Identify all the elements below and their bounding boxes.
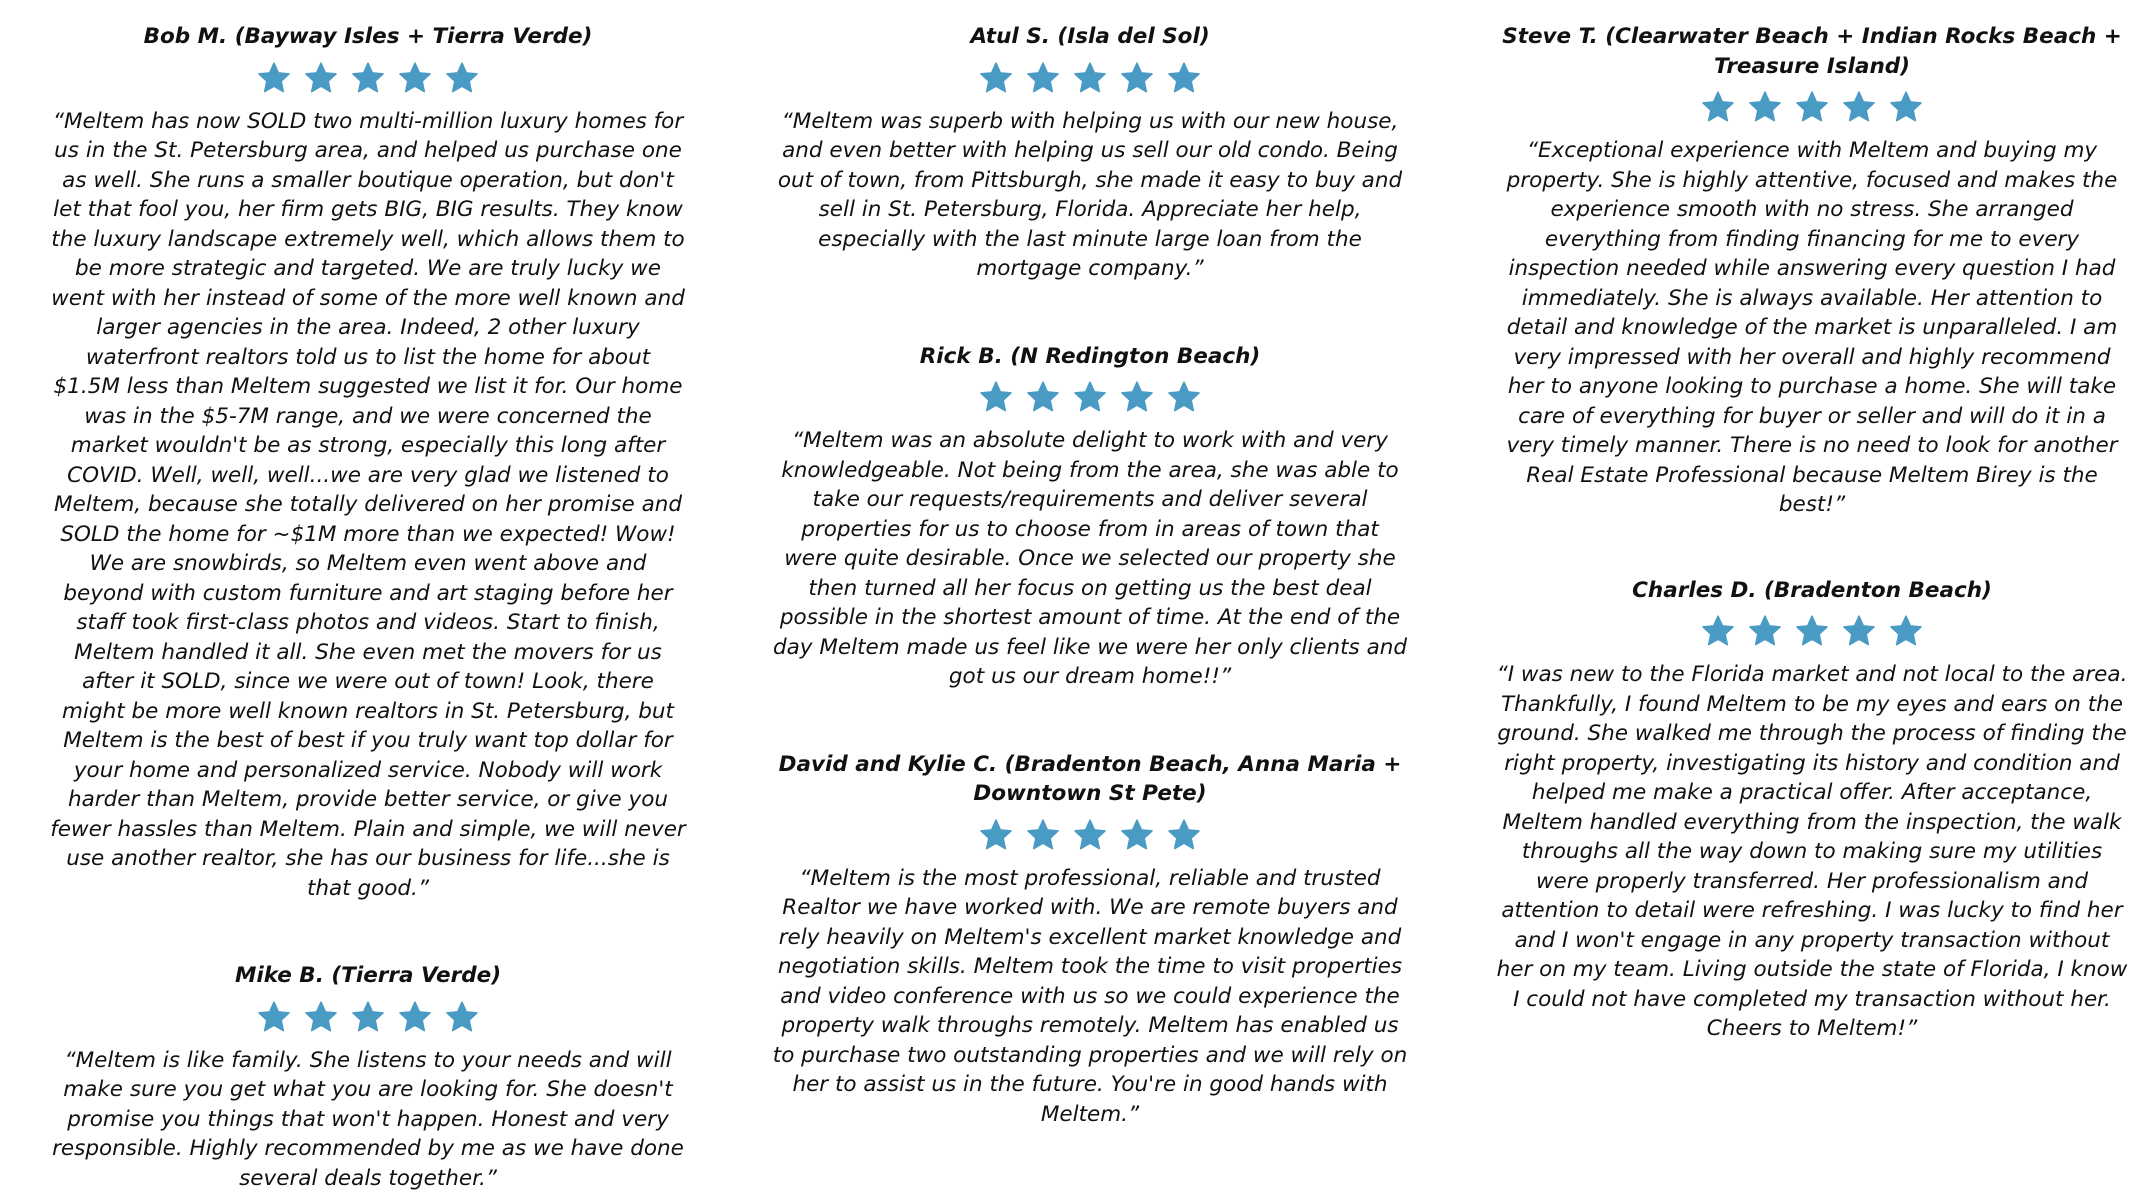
star-rating xyxy=(770,818,1410,852)
star-icon xyxy=(1748,90,1782,124)
reviewer-name: Rick B. (N Redington Beach) xyxy=(770,342,1410,372)
star-icon xyxy=(1167,818,1201,852)
star-icon xyxy=(1167,61,1201,95)
review-card xyxy=(770,342,1410,692)
reviewer-name: David and Kylie C. (Bradenton Beach, Anna Maria + Downtown St Pete) xyxy=(770,750,1410,809)
review-card xyxy=(48,22,688,903)
star-icon xyxy=(1842,614,1876,648)
star-icon xyxy=(257,61,291,95)
review-text: “Exceptional experience with Meltem and buying my property. She is highly attentive, focused and makes the experience smooth with no stress. She arranged everything from finding financing for me to every inspection needed while answering every question I had immediately. She is always available. Her attention to detail and knowledge of the market is unparalleled. I am very impressed with her overall and highly recommend her to anyone looking to purchase a home. She will take care of everything for buyer or seller and will do it in a very timely manner. There is no need to look for another Real Estate Professional because Meltem Birey is the best!” xyxy=(1492,136,2132,520)
star-rating xyxy=(770,380,1410,414)
reviewer-name: Mike B. (Tierra Verde) xyxy=(48,961,688,991)
star-icon xyxy=(398,1000,432,1034)
star-icon xyxy=(1748,614,1782,648)
star-icon xyxy=(1795,90,1829,124)
review-card xyxy=(770,22,1410,284)
reviewer-name: Charles D. (Bradenton Beach) xyxy=(1492,576,2132,606)
review-text: “Meltem is like family. She listens to your needs and will make sure you get what you are looking for. She doesn't promise you things that won't happen. Honest and very responsible. Highly recommended by me as we have done several deals together.” xyxy=(48,1046,688,1193)
testimonial-column-2 xyxy=(770,22,1410,1129)
star-icon xyxy=(445,61,479,95)
star-icon xyxy=(304,61,338,95)
testimonial-column-3 xyxy=(1492,22,2132,1044)
star-icon xyxy=(1795,614,1829,648)
review-text: “Meltem has now SOLD two multi-million luxury homes for us in the St. Petersburg area, and helped us purchase one as well. She runs a smaller boutique operation, but don't let that fool you, her firm gets BIG, BIG results. They know the luxury landscape extremely well, which allows them to be more strategic and targeted. We are truly lucky we went with her instead of some of the more well known and larger agencies in the area. Indeed, 2 other luxury waterfront realtors told us to list the home for about $1.5M less than Meltem suggested we list it for. Our home was in the $5-7M range, and we were concerned the market wouldn't be as strong, especially this long after COVID. Well, well, well...we are very glad we listened to Meltem, because she totally delivered on her promise and SOLD the home for ~$1M more than we expected! Wow! We are snowbirds, so Meltem even went above and beyond with custom furniture and art staging before her staff took first-class photos and videos. Start to finish, Meltem handled it all. She even met the movers for us after it SOLD, since we were out of town! Look, there might be more well known realtors in St. Petersburg, but Meltem is the best of best if you truly want top dollar for your home and personalized service. Nobody will work harder than Meltem, provide better service, or give you fewer hassles than Meltem. Plain and simple, we will never use another realtor, she has our business for life...she is that good.” xyxy=(48,107,688,904)
review-text: “Meltem is the most professional, reliable and trusted Realtor we have worked with. We are remote buyers and rely heavily on Meltem's excellent market knowledge and negotiation skills. Meltem took the time to visit properties and video conference with us so we could experience the property walk throughs remotely. Meltem has enabled us to purchase two outstanding properties and we will rely on her to assist us in the future. You're in good hands with Meltem.” xyxy=(770,864,1410,1130)
star-icon xyxy=(979,818,1013,852)
star-icon xyxy=(1026,61,1060,95)
reviewer-name: Bob M. (Bayway Isles + Tierra Verde) xyxy=(48,22,688,52)
star-icon xyxy=(257,1000,291,1034)
review-card xyxy=(48,961,688,1193)
star-icon xyxy=(304,1000,338,1034)
star-icon xyxy=(351,1000,385,1034)
review-card xyxy=(1492,576,2132,1044)
star-icon xyxy=(1073,818,1107,852)
star-icon xyxy=(1701,614,1735,648)
star-rating xyxy=(1492,614,2132,648)
star-rating xyxy=(770,61,1410,95)
star-icon xyxy=(979,380,1013,414)
star-rating xyxy=(48,61,688,95)
star-icon xyxy=(1026,380,1060,414)
star-icon xyxy=(1701,90,1735,124)
star-icon xyxy=(1026,818,1060,852)
star-icon xyxy=(1073,380,1107,414)
star-icon xyxy=(1073,61,1107,95)
testimonial-column-1 xyxy=(48,22,688,1193)
review-text: “Meltem was an absolute delight to work with and very knowledgeable. Not being from the area, she was able to take our requests/requirements and deliver several properties for us to choose from in areas of town that were quite desirable. Once we selected our property she then turned all her focus on getting us the best deal possible in the shortest amount of time. At the end of the day Meltem made us feel like we were her only clients and got us our dream home!!” xyxy=(770,426,1410,692)
review-text: “I was new to the Florida market and not local to the area. Thankfully, I found Meltem to be my eyes and ears on the ground. She walked me through the process of finding the right property, investigating its history and condition and helped me make a practical offer. After acceptance, Meltem handled everything from the inspection, the walk throughs all the way down to making sure my utilities were properly transferred. Her professionalism and attention to detail were refreshing. I was lucky to find her and I won't engage in any property transaction without her on my team. Living outside the state of Florida, I know I could not have completed my transaction without her. Cheers to Meltem!” xyxy=(1492,660,2132,1044)
reviewer-name: Atul S. (Isla del Sol) xyxy=(770,22,1410,52)
review-text: “Meltem was superb with helping us with our new house, and even better with helping us sell our old condo. Being out of town, from Pittsburgh, she made it easy to buy and sell in St. Petersburg, Florida. Appreciate her help, especially with the last minute large loan from the mortgage company.” xyxy=(770,107,1410,284)
star-icon xyxy=(398,61,432,95)
star-icon xyxy=(1889,90,1923,124)
star-icon xyxy=(1120,61,1154,95)
star-icon xyxy=(1120,818,1154,852)
star-rating xyxy=(1492,90,2132,124)
star-icon xyxy=(1889,614,1923,648)
star-icon xyxy=(979,61,1013,95)
reviewer-name: Steve T. (Clearwater Beach + Indian Rocks Beach + Treasure Island) xyxy=(1492,22,2132,81)
review-card xyxy=(770,750,1410,1130)
star-icon xyxy=(1167,380,1201,414)
review-card xyxy=(1492,22,2132,520)
star-rating xyxy=(48,1000,688,1034)
star-icon xyxy=(1842,90,1876,124)
star-icon xyxy=(351,61,385,95)
star-icon xyxy=(445,1000,479,1034)
star-icon xyxy=(1120,380,1154,414)
